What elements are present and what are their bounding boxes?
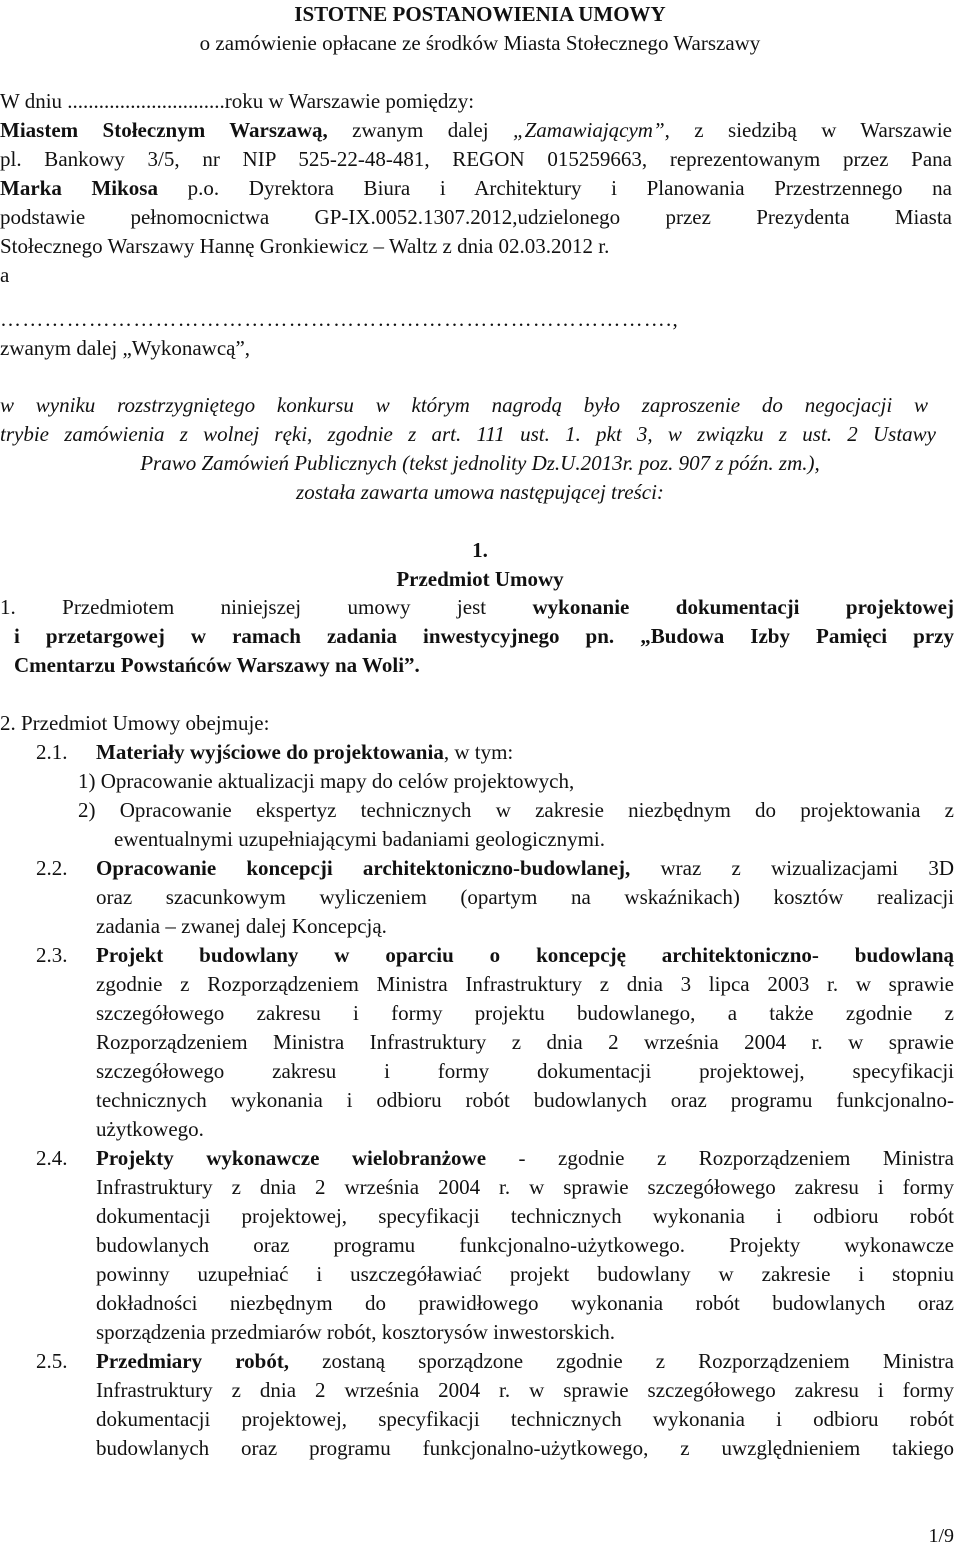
s23-line-3: szczegółowego zakresu i formy projektu budowlanego, a także zgodnie z — [96, 1001, 954, 1025]
s21-number: 2.1. — [36, 740, 68, 764]
italic-line-1: w wyniku rozstrzygniętego konkursu w którym nagrodą było zaproszenie do negocjacji w — [0, 393, 928, 417]
s24-line-2: Infrastruktury z dnia 2 września 2004 r. w sprawie szczegółowego zakresu i formy — [96, 1175, 954, 1199]
italic-line-4: została zawarta umowa następującej treści: — [296, 480, 664, 504]
s22-number: 2.2. — [36, 856, 68, 880]
s25-line-4: budowlanych oraz programu funkcjonalno-użytkowego, z uwzględnieniem takiego — [96, 1436, 954, 1460]
s21-subitem-2: 2) Opracowanie ekspertyz technicznych w zakresie niezbędnym do projektowania z — [78, 798, 954, 822]
contractor-line: zwanym dalej „Wykonawcą”, — [0, 336, 251, 360]
section-title: Przedmiot Umowy — [396, 567, 564, 591]
s21-subitem-1: 1) Opracowanie aktualizacji mapy do celów projektowych, — [78, 769, 575, 793]
page-number: 1/9 — [928, 1525, 954, 1547]
preamble-line-2: Miastem Stołecznym Warszawą, zwanym dalej „Zamawiającym”, z siedzibą w Warszawie — [0, 118, 953, 142]
item2-intro: 2. Przedmiot Umowy obejmuje: — [0, 711, 270, 735]
s23-line-2: zgodnie z Rozporządzeniem Ministra Infrastruktury z dnia 3 lipca 2003 r. w sprawie — [96, 972, 954, 996]
s24-line-1: Projekty wykonawcze wielobranżowe - zgodnie z Rozporządzeniem Ministra — [96, 1146, 954, 1170]
s24-line-3: dokumentacji projektowej, specyfikacji technicznych wykonania i odbioru robót — [96, 1204, 954, 1228]
s23-line-5: szczegółowego zakresu i formy dokumentacji projektowej, specyfikacji — [96, 1059, 954, 1083]
italic-line-3: Prawo Zamówień Publicznych (tekst jednolity Dz.U.2013r. poz. 907 z późn. zm.), — [140, 451, 820, 475]
s22-line-2: oraz szacunkowym wyliczeniem (opartym na wskaźnikach) kosztów realizacji — [96, 885, 954, 909]
s25-line-1: Przedmiary robót, zostaną sporządzone zgodnie z Rozporządzeniem Ministra — [96, 1349, 954, 1373]
s23-line-7: użytkowego. — [96, 1117, 204, 1141]
preamble-line-7: a — [0, 263, 10, 287]
s24-line-4: budowlanych oraz programu funkcjonalno-użytkowego. Projekty wykonawcze — [96, 1233, 954, 1257]
italic-line-2: trybie zamówienia z wolnej ręki, zgodnie z art. 111 ust. 1. pkt 3, w związku z ust. 2 Ustawy — [0, 422, 936, 446]
s24-number: 2.4. — [36, 1146, 68, 1170]
s23-line-1: Projekt budowlany w oparciu o koncepcję architektoniczno- budowlaną — [96, 943, 954, 967]
s23-number: 2.3. — [36, 943, 68, 967]
s24-line-7: sporządzenia przedmiarów robót, kosztorysów inwestorskich. — [96, 1320, 616, 1344]
preamble-line-3: pl. Bankowy 3/5, nr NIP 525-22-48-481, REGON 015259663, reprezentowanym przez Pana — [0, 147, 952, 171]
item1-line-1: 1. Przedmiotem niniejszej umowy jest wykonanie dokumentacji projektowej — [0, 595, 954, 619]
document-subtitle: o zamówienie opłacane ze środków Miasta Stołecznego Warszawy — [199, 31, 761, 55]
section-number: 1. — [472, 538, 488, 562]
s25-line-2: Infrastruktury z dnia 2 września 2004 r. w sprawie szczegółowego zakresu i formy — [96, 1378, 954, 1402]
s24-line-5: powinny uzupełniać i uszczegóławiać projekt budowlany w zakresie i stopniu — [96, 1262, 954, 1286]
s23-line-4: Rozporządzeniem Ministra Infrastruktury z dnia 2 września 2004 r. w sprawie — [96, 1030, 954, 1054]
preamble-line-1: W dniu ..............................roku w Warszawie pomiędzy: — [0, 89, 475, 113]
preamble-line-5: podstawie pełnomocnictwa GP-IX.0052.1307.2012,udzielonego przez Prezydenta Miasta — [0, 205, 952, 229]
s22-line-3: zadania – zwanej dalej Koncepcją. — [96, 914, 387, 938]
item1-line-3: Cmentarzu Powstańców Warszawy na Woli”. — [14, 653, 420, 677]
s22-line-1: Opracowanie koncepcji architektoniczno-budowlanej, wraz z wizualizacjami 3D — [96, 856, 954, 880]
s21-line-1: Materiały wyjściowe do projektowania, w tym: — [96, 740, 514, 764]
preamble-line-6: Stołecznego Warszawy Hannę Gronkiewicz – Waltz z dnia 02.03.2012 r. — [0, 234, 610, 258]
s24-line-6: dokładności niezbędnym do prawidłowego wykonania robót budowlanych oraz — [96, 1291, 954, 1315]
s21-subitem-2-cont: ewentualnymi uzupełniającymi badaniami geologicznymi. — [114, 827, 606, 851]
s23-line-6: technicznych wykonania i odbioru robót budowlanych oraz programu funkcjonalno- — [96, 1088, 954, 1112]
preamble-line-4: Marka Mikosa p.o. Dyrektora Biura i Architektury i Planowania Przestrzennego na — [0, 176, 952, 200]
document-title: ISTOTNE POSTANOWIENIA UMOWY — [294, 2, 666, 26]
contractor-placeholder: ………………………………………………………………………………., — [0, 307, 679, 331]
item1-line-2: i przetargowej w ramach zadania inwestycyjnego pn. „Budowa Izby Pamięci przy — [14, 624, 954, 648]
s25-number: 2.5. — [36, 1349, 68, 1373]
s25-line-3: dokumentacji projektowej, specyfikacji technicznych wykonania i odbioru robót — [96, 1407, 954, 1431]
